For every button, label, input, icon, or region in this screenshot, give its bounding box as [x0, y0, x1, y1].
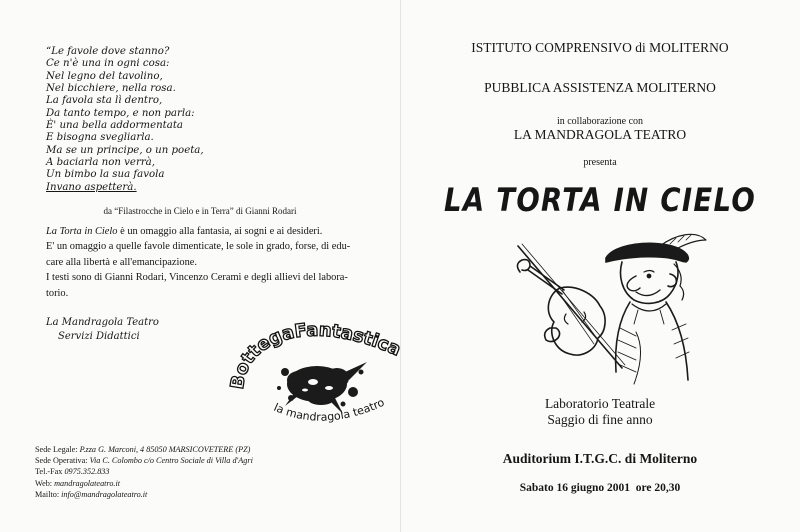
contact-value: mandragolateatro.it — [54, 478, 121, 488]
contact-value: info@mandragolateatro.it — [61, 489, 148, 499]
contact-value: P.zza G. Marconi, 4 85050 MARSICOVETERE (PZ) — [79, 445, 251, 454]
poem-line: Nel bicchiere, nella rosa. — [46, 83, 176, 95]
poem — [46, 46, 266, 194]
collaboration-label: in collaborazione con — [556, 116, 644, 127]
description-text: è un omaggio alla fantasia, ai sogni e ai desideri. — [117, 226, 323, 237]
venue: Auditorium I.T.G.C. di Moliterno — [502, 451, 698, 466]
description-line — [46, 224, 390, 239]
organizer-school: ISTITUTO COMPRENSIVO di MOLITERNO — [471, 40, 729, 55]
poem-line: Nel legno del tavolino, — [46, 70, 163, 82]
description-line: E' un omaggio a quelle favole dimenticate, le sole in grado, forse, di edu- — [46, 241, 351, 253]
contact-label: Sede Legale: — [35, 445, 80, 454]
poem-line: Invano aspetterà. — [46, 181, 137, 193]
poem-line: Ma se un principe, o un poeta, — [46, 144, 204, 156]
contact-label: Sede Operativa: — [35, 456, 90, 466]
logo-word-fantastica: Fantastica — [293, 319, 404, 361]
description-line: torio. — [46, 287, 69, 299]
organizer-assistance: PUBBLICA ASSISTENZA MOLITERNO — [484, 80, 716, 95]
poem-line: E bisogna svegliarla. — [46, 132, 154, 144]
contact-row — [35, 478, 355, 489]
signature-line: La Mandragola Teatro — [46, 317, 159, 328]
poem-citation: da “Filastrocche in Cielo e in Terra” di Gianni Rodari — [103, 206, 297, 216]
poem-line: Da tanto tempo, e non parla: — [46, 107, 195, 119]
signature-line: Servizi Didattici — [58, 331, 140, 342]
contact-value: 0975.352.833 — [64, 467, 110, 477]
poem-line: È' una bella addormentata — [46, 120, 183, 132]
violinist-illustration — [510, 232, 710, 390]
logo-word-bottega: Bottega — [226, 321, 297, 391]
show-title-italic: La Torta in Cielo — [46, 226, 118, 237]
poem-line: A baciarla non verrà, — [46, 157, 155, 169]
logo-subtitle: la mandragola teatro — [271, 395, 387, 424]
show-title: LA TORTA IN CIELO — [443, 181, 757, 219]
contact-row — [35, 466, 355, 477]
bottega-fantastica-logo — [225, 302, 405, 437]
contact-label: Mailto: — [35, 489, 62, 499]
contact-label: Web: — [35, 478, 55, 488]
contact-label: Tel.-Fax — [35, 467, 65, 477]
description-line: I testi sono di Gianni Rodari, Vincenzo Cerami e degli allievi del labora- — [46, 272, 348, 284]
event-date — [400, 482, 800, 494]
workshop-label: Laboratorio Teatrale — [544, 396, 656, 411]
poem-line: La favola sta lì dentro, — [46, 95, 163, 107]
event-type-label: Saggio di fine anno — [547, 412, 653, 427]
signature — [46, 316, 159, 344]
contact-row — [35, 489, 355, 500]
description-line: care alla libertà e all'emancipazione. — [46, 256, 197, 268]
contact-info — [35, 444, 355, 500]
theatre-company: LA MANDRAGOLA TEATRO — [513, 127, 687, 142]
poem-line: “Le favole dove stanno? — [46, 46, 170, 57]
contact-row — [35, 455, 355, 466]
contact-row — [35, 444, 355, 455]
presents-label: presenta — [583, 157, 617, 168]
right-panel — [400, 0, 800, 532]
event-date-text: Sabato 16 giugno 2001 ore 20,30 — [519, 482, 681, 494]
poem-line: Ce n'è una in ogni cosa: — [46, 58, 170, 70]
description — [46, 224, 390, 301]
contact-value: Via C. Colombo c/o Centro Sociale di Villa d'Agri — [89, 456, 253, 466]
poem-line: Un bimbo la sua favola — [46, 169, 165, 181]
